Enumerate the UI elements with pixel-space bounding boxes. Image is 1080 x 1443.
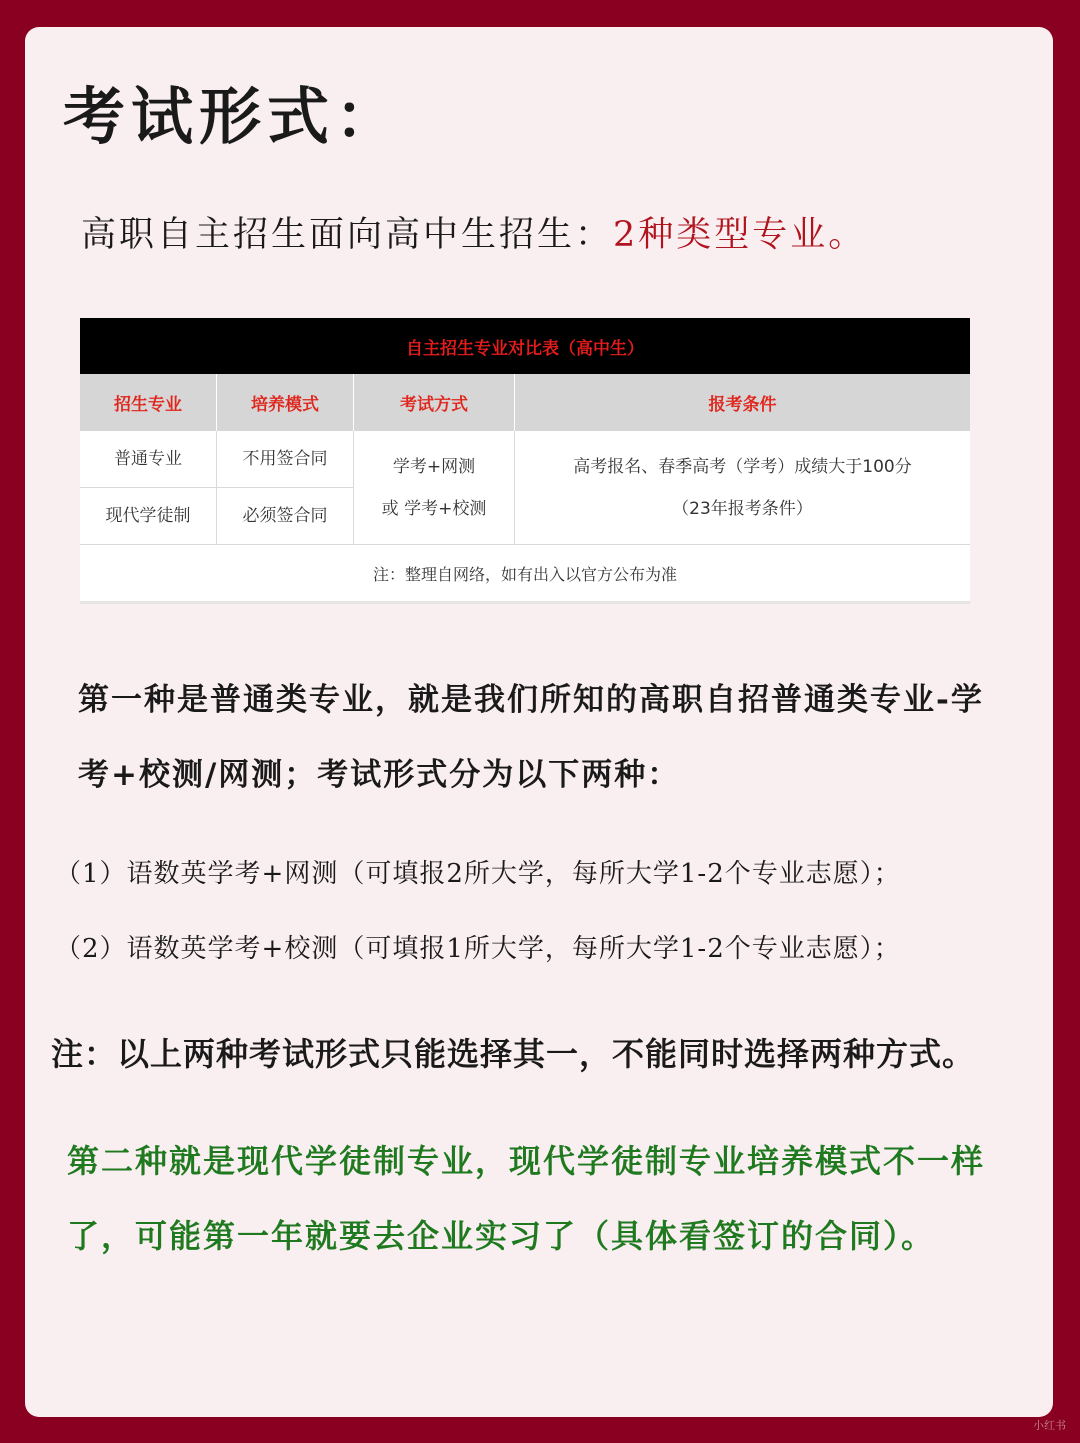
cell-major-1: 普通专业 [80, 431, 217, 488]
cell-mode-2: 必须签合同 [217, 488, 354, 545]
exam-method-line-2: 或 学考+校测 [381, 498, 487, 519]
subtitle-highlight: 2种类型专业。 [613, 215, 867, 255]
watermark: 小红书 [1033, 1419, 1066, 1432]
column-header-major: 招生专业 [80, 374, 217, 431]
condition-line-1: 高考报名、春季高考（学考）成绩大于100分 [573, 456, 912, 477]
list-item: （2）语数英学考+校测（可填报1所大学，每所大学1-2个专业志愿）； [55, 934, 901, 964]
paragraph-apprenticeship: 第二种就是现代学徒制专业，现代学徒制专业培养模式不一样了，可能第一年就要去企业实习了（具体看签订的合同）。 [67, 1142, 986, 1255]
cell-condition [515, 431, 970, 545]
list-item: （1）语数英学考+网测（可填报2所大学，每所大学1-2个专业志愿）； [55, 859, 901, 889]
exam-method-line-1: 学考+网测 [392, 456, 476, 477]
cell-major-2: 现代学徒制 [80, 488, 217, 545]
column-header-exam: 考试方式 [354, 374, 515, 431]
paragraph-regular-major: 第一种是普通类专业，就是我们所知的高职自招普通类专业-学考+校测/网测；考试形式分为以下两种： [78, 682, 984, 793]
comparison-table [80, 318, 970, 604]
condition-line-2: （23年报考条件） [672, 498, 813, 519]
cell-exam-method [354, 431, 515, 545]
content-card [25, 27, 1053, 1417]
page-title: 考试形式： [63, 80, 404, 153]
table-title: 自主招生专业对比表（高中生） [80, 318, 970, 374]
table-note: 注：整理自网络，如有出入以官方公布为准 [80, 545, 970, 604]
table-grid [80, 374, 970, 545]
cell-mode-1: 不用签合同 [217, 431, 354, 488]
note-text: 注：以上两种考试形式只能选择其一，不能同时选择两种方式。 [51, 1035, 976, 1073]
subtitle [81, 207, 866, 257]
column-header-condition: 报考条件 [515, 374, 970, 431]
column-header-mode: 培养模式 [217, 374, 354, 431]
subtitle-prefix: 高职自主招生面向高中生招生： [81, 215, 614, 255]
